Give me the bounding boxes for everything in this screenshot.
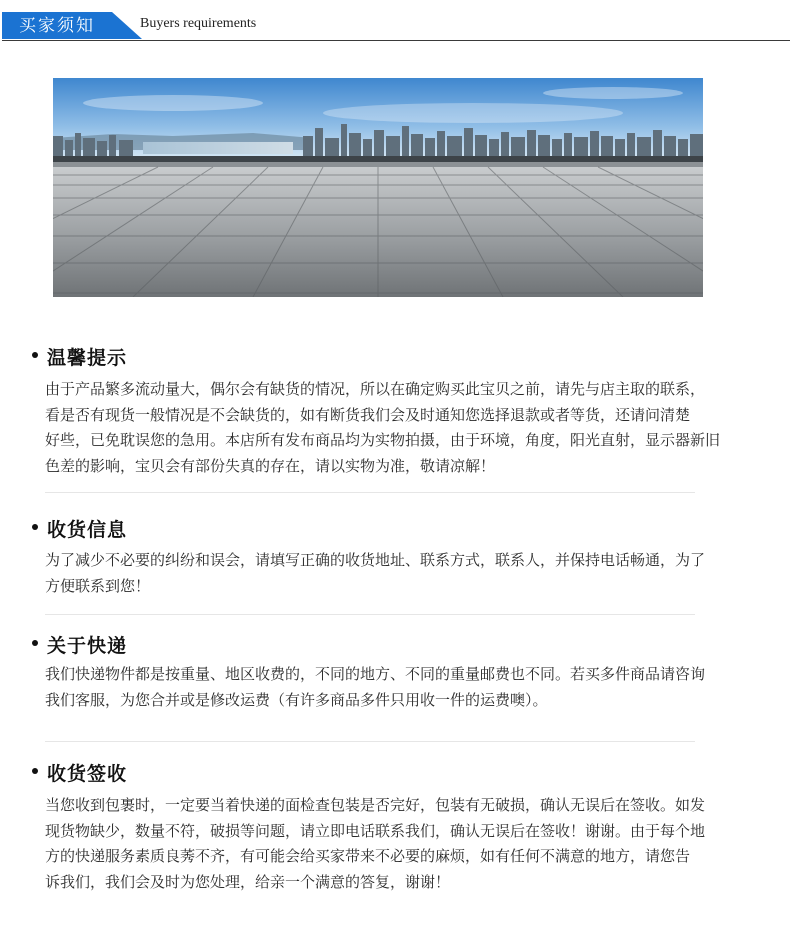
- text-line: 看是否有现货一般情况是不会缺货的，如有断货我们会及时通知您选择退款或者等货，还请问清楚: [45, 405, 691, 424]
- text-line: 诉我们，我们会及时为您处理，给亲一个满意的答复，谢谢！: [45, 872, 451, 891]
- page-header: [0, 0, 790, 42]
- text-line: 我们快递物件都是按重量、地区收费的，不同的地方、不同的重量邮费也不同。若买多件商品请咨询: [45, 665, 706, 683]
- section-body-receipt: [45, 793, 745, 895]
- section-bullet: [32, 352, 38, 358]
- section-bullet: [32, 640, 38, 646]
- text-line: 为了减少不必要的纠纷和误会，请填写正确的收货地址、联系方式，联系人，并保持电话畅通，为了: [45, 551, 706, 569]
- section-divider: [45, 492, 695, 493]
- header-tab-label: 买家须知: [19, 16, 95, 36]
- section-divider: [45, 741, 695, 742]
- section-title-receipt: 收货签收: [47, 763, 128, 785]
- section-title-tips: 温馨提示: [47, 347, 128, 369]
- text-line: 方的快递服务素质良莠不齐，有可能会给买家带来不必要的麻烦，如有任何不满意的地方，请您告: [45, 847, 691, 865]
- text-line: 我们客服，为您合并或是修改运费（有许多商品多件只用收一件的运费噢）。: [45, 690, 548, 709]
- section-body-shipping-info: [45, 548, 745, 599]
- section-title-courier: 关于快递: [47, 635, 128, 657]
- section-divider: [45, 614, 695, 615]
- text-line: 好些，已免耽误您的急用。本店所有发布商品均为实物拍摄，由于环境，角度，阳光直射，显示器新旧: [45, 431, 721, 449]
- text-line: 色差的影响，宝贝会有部份失真的存在，请以实物为准，敬请凉解！: [45, 456, 496, 475]
- text-line: 现货物缺少，数量不符，破损等问题，请立即电话联系我们，确认无误后在签收！谢谢。由于每个地: [45, 821, 706, 840]
- header-subtitle: Buyers requirements: [140, 16, 257, 31]
- section-title-shipping-info: 收货信息: [47, 519, 128, 541]
- text-line: 当您收到包裹时，一定要当着快递的面检查包装是否完好，包装有无破损，确认无误后在签收。如发: [45, 796, 706, 814]
- section-body-courier: [45, 662, 745, 713]
- section-bullet: [32, 524, 38, 530]
- city-skyline-plaza-photo: [53, 78, 703, 297]
- section-body-tips: [45, 377, 745, 479]
- text-line: 由于产品繁多流动量大，偶尔会有缺货的情况，所以在确定购买此宝贝之前，请先与店主取的联系，: [45, 380, 706, 398]
- text-line: 方便联系到您！: [45, 576, 151, 595]
- section-bullet: [32, 768, 38, 774]
- header-divider: [2, 40, 790, 41]
- banner-image: [53, 78, 703, 297]
